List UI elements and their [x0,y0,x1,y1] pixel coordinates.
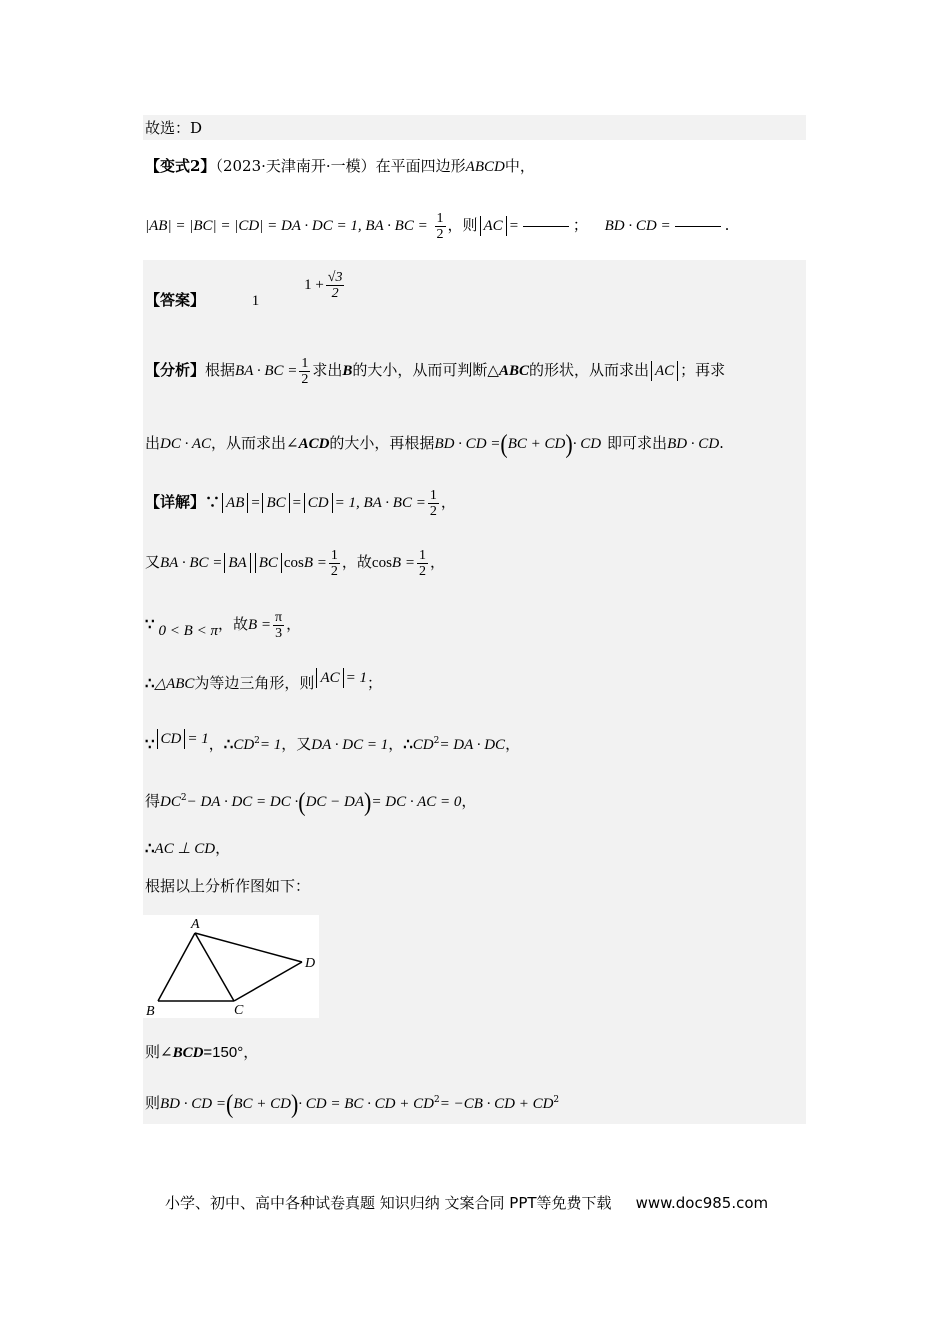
analysis-expr4: BD · CD [667,436,720,452]
d6-d: = DC · AC = 0 [371,794,462,810]
d10-pre: 则 [145,1094,161,1112]
d5-comma-1: ， [208,735,224,753]
footer-text: 小学、初中、高中各种试卷真题 知识归纳 文案合同 PPT等免费下载 [165,1194,612,1212]
d2-b: BA [224,553,250,573]
d4-d: = 1 [345,670,367,686]
d4-c: AC [316,668,343,688]
d2-e: B = [303,555,327,571]
analysis-expr3c: · CD [572,436,602,452]
d4-a: △ABC [154,676,195,692]
cond-eq1: |AB| = |BC| = |CD| = DA · DC = 1, BA · BC = [145,218,428,234]
analysis-expr1: BA · BC = [235,363,298,379]
d10-sq-1: 2 [433,1095,440,1105]
variant-line [145,156,535,177]
variant-suffix: 中， [504,157,535,175]
d5-h: = DA · DC [439,737,506,753]
detail-line-10 [145,1082,559,1122]
analysis-label: 【分析】 [145,361,206,379]
d1-a: AB [222,493,248,513]
cond-end: . [724,216,730,234]
d2-den-2: 2 [418,563,426,579]
cond-half-num: 1 [436,210,444,226]
analysis-t7: ，从而求出∠ [211,434,299,452]
detail-line-8: 根据以上分析作图如下： [145,877,311,895]
answer-value-1: 1 [251,293,260,309]
d4-therefore: ∴ [145,674,155,692]
figure-background [143,915,319,1018]
analysis-line-2 [145,425,724,462]
d6-paren-open: ( [298,786,306,817]
blank-1 [523,225,569,227]
d5-therefore-2: ∴ [403,735,413,753]
answer-v2-den: 2 [331,286,339,302]
d6-pre: 得 [145,792,161,810]
d1-d: = 1, BA · BC = [334,495,426,511]
analysis-t8: 的大小，再根据 [329,434,435,452]
d2-frac [329,548,340,579]
d6-b: − DA · DC = DC · [186,794,299,810]
d3-frac [273,610,284,641]
detail-label: 【详解】 [145,493,206,511]
d5-g: CD [412,737,434,753]
analysis-t4: 的形状，从而求出 [528,361,649,379]
d2-f: ，故 [341,553,372,571]
d2-c: BC [255,553,282,573]
cond-eq: = [508,218,519,234]
d5-sq-1: 2 [254,736,260,746]
d9-c: =150°， [203,1044,259,1061]
analysis-num: 1 [301,355,309,371]
d5-f: DA · DC = 1 [311,737,389,753]
d2-num-2: 1 [418,547,426,563]
blank-2 [675,225,721,227]
top-band [143,115,806,140]
label-b: B [146,1004,155,1018]
d10-sq-2: 2 [553,1095,560,1105]
d10-b: BC + CD [233,1096,291,1112]
d3-because: ∵ [145,615,155,633]
detail-line-4 [145,665,382,702]
analysis-expr3: BD · CD = [434,436,501,452]
cond-ac: AC [480,216,507,236]
page-footer [165,1192,768,1213]
d2-frac-2 [417,548,428,579]
answer-v2-a: 1 + [304,277,324,293]
d7-comma: ， [215,839,231,857]
d5-comma-2: ， [388,735,404,753]
variant-label: 【变式2】 [145,157,216,175]
condition-line [145,205,729,246]
analysis-line-1 [145,350,725,391]
detail-line-2 [145,542,445,583]
d7-text: AC ⊥ CD [154,841,216,857]
d2-h: B = [391,555,415,571]
d5-because: ∵ [145,735,155,753]
d10-a: BD · CD = [160,1096,226,1112]
analysis-t3: 的大小，从而可判断△ [352,361,499,379]
d3-c: B = [247,617,272,633]
analysis-t1: 根据 [205,361,236,379]
detail-line-6 [145,780,476,820]
answer-label: 【答案】 [145,291,206,309]
because-symbol: ∵ [205,493,221,511]
d4-b: 为等边三角形，则 [194,674,315,692]
d3-num: π [275,609,283,625]
footer-url[interactable]: www.doc985.com [635,1194,769,1212]
d10-c: · CD = BC · CD + CD [298,1096,434,1112]
answer-line [145,270,346,321]
d5-e: ，又 [281,735,312,753]
analysis-AC: AC [651,361,678,381]
d6-sq: 2 [180,793,187,803]
answer-value-2 [304,270,346,302]
paren-open: ( [500,428,508,459]
d5-d: = 1 [259,737,282,753]
analysis-ACD: ACD [298,436,330,452]
d5-comma-3: ， [505,735,521,753]
d9-a: 则∠ [145,1043,173,1061]
cond-bdcd: BD · CD = [604,218,671,234]
d5-therefore-1: ∴ [223,735,234,753]
choice-line: 故选：D [145,119,203,137]
d10-d: = −CB · CD + CD [439,1096,554,1112]
d1-comma: ， [440,493,456,511]
d3-den: 3 [275,625,283,641]
d1-den: 2 [429,503,437,519]
d3-b: ，故 [217,615,248,633]
analysis-t10: . [719,434,724,452]
cond-semi: ； [572,216,588,234]
variant-quad: ABCD [465,159,505,175]
d2-pre: 又 [145,553,161,571]
analysis-expr2: DC · AC [160,436,211,452]
d2-num: 1 [330,547,338,563]
d2-den: 2 [330,563,338,579]
variant-source: （2023·天津南开·一模） [215,157,376,175]
analysis-t9: 即可求出 [607,434,668,452]
analysis-t5: ；再求 [680,361,726,379]
d2-comma: ， [429,553,445,571]
detail-line-1: 【详解】∵ AB = BC = CD = 1, BA · BC = $\frac{1}{2}$ ， [145,487,456,519]
analysis-ABC: ABC [498,363,529,379]
detail-line-3 [145,604,301,645]
cond-half [435,211,446,242]
d9-b: BCD [172,1045,204,1061]
d6-a: DC [160,794,181,810]
d10-paren-open: ( [225,1088,234,1119]
analysis-expr3b: BC + CD [507,436,566,452]
d2-a: BA · BC = [160,555,223,571]
answer-v2-frac [326,270,345,301]
geometry-figure [143,915,319,1018]
d6-comma: ， [461,792,477,810]
analysis-B: B [342,363,353,379]
d3-comma: ， [286,615,302,633]
analysis-frac [299,356,310,387]
d5-c: CD [233,737,255,753]
analysis-den: 2 [301,371,309,387]
detail-line-5 [145,723,520,763]
detail-line-7 [145,836,230,861]
variant-prefix: 在平面四边形 [375,157,466,175]
detail-line-9 [145,1042,258,1063]
answer-v2-num: √3 [327,270,343,286]
d6-paren-close: ) [364,786,372,817]
d6-c: DC − DA [305,794,365,810]
paren-close: ) [565,428,573,459]
d5-a: CD [157,729,186,749]
d1-c: CD [304,493,333,513]
d4-semi: ； [366,674,382,692]
d2-d: cos [283,555,304,571]
d1-b: BC [262,493,289,513]
d2-g: cos [371,555,392,571]
cond-then: ，则 [447,216,478,234]
label-c: C [234,1003,244,1018]
d5-sq-2: 2 [433,736,440,746]
label-d: D [305,956,316,971]
d7-therefore: ∴ [145,839,155,857]
analysis-t2: 求出 [312,361,343,379]
d5-b: = 1 [187,731,209,747]
d3-a: 0 < B < π [158,623,218,639]
d10-paren-close: ) [290,1088,299,1119]
d1-num: 1 [429,487,437,503]
cond-half-den: 2 [436,226,444,242]
d1-frac [428,488,439,519]
label-a: A [191,917,200,932]
analysis-t6: 出 [145,434,161,452]
